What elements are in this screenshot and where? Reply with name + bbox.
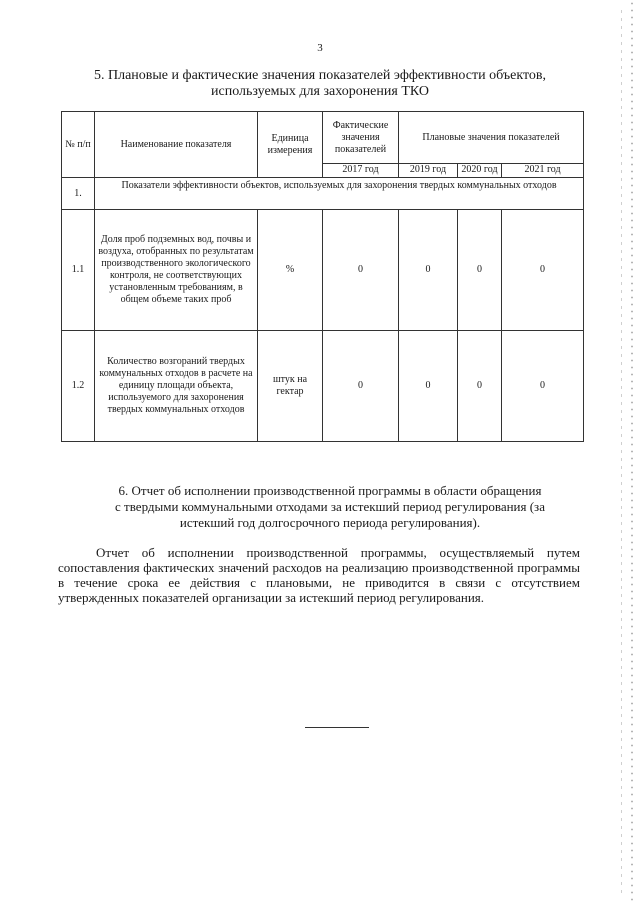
year-plan-2: 2020 год xyxy=(458,164,502,178)
section6-title-line2: с твердыми коммунальными отходами за истекший период регулирования (за xyxy=(115,499,545,514)
table-header-row xyxy=(62,112,584,164)
indicators-table xyxy=(61,111,584,442)
row-plan-2021: 0 xyxy=(502,210,584,331)
row-plan-2021: 0 xyxy=(502,331,584,442)
section6-title-line1: 6. Отчет об исполнении производственной программы в области обращения xyxy=(118,483,542,498)
row-actual-2017: 0 xyxy=(323,210,399,331)
report-paragraph: Отчет об исполнении производственной программы, осуществляемый путем сопоставления фактических значений расходов на реализацию производственной программы в течение срока ее действия с плановыми, не приводится в связи с отсутствием утвержденных показателей организации за истекший период регулирования. xyxy=(58,545,580,605)
table-row xyxy=(62,331,584,442)
section6-title xyxy=(70,483,590,531)
header-planned: Плановые значения показателей xyxy=(399,112,584,164)
row-unit: штук на гектар xyxy=(258,331,323,442)
table-row xyxy=(62,210,584,331)
section-row-num: 1. xyxy=(62,178,95,210)
header-num: № п/п xyxy=(62,112,95,178)
row-num: 1.1 xyxy=(62,210,95,331)
year-plan-3: 2021 год xyxy=(502,164,584,178)
header-actual: Фактические значения показателей xyxy=(323,112,399,164)
row-plan-2019: 0 xyxy=(399,210,458,331)
year-actual: 2017 год xyxy=(323,164,399,178)
year-plan-1: 2019 год xyxy=(399,164,458,178)
page-number: 3 xyxy=(317,42,323,54)
scan-edge-dots xyxy=(630,0,634,905)
section5-title-line1: 5. Плановые и фактические значения показателей эффективности объектов, xyxy=(93,68,546,83)
row-indicator-name: Количество возгораний твердых коммунальных отходов в расчете на единицу площади объекта, используемого для захоронения твердых коммунальных отходов xyxy=(95,331,258,442)
header-name: Наименование показателя xyxy=(95,112,258,178)
row-plan-2020: 0 xyxy=(458,331,502,442)
scan-edge-line xyxy=(621,10,622,895)
section5-title-line2: используемых для захоронения ТКО xyxy=(211,84,429,99)
table-section-row xyxy=(62,178,584,210)
signature-line xyxy=(305,727,369,728)
section6-title-line3: истекший год долгосрочного периода регулирования). xyxy=(179,515,481,530)
row-actual-2017: 0 xyxy=(323,331,399,442)
section5-title xyxy=(40,68,600,100)
section-row-title: Показатели эффективности объектов, используемых для захоронения твердых коммунальных отходов xyxy=(95,178,584,210)
row-plan-2020: 0 xyxy=(458,210,502,331)
header-unit: Единица измерения xyxy=(258,112,323,178)
row-plan-2019: 0 xyxy=(399,331,458,442)
row-indicator-name: Доля проб подземных вод, почвы и воздуха, отобранных по результатам производственного экологического контроля, не соответствующих установленным требованиям, в общем объеме таких проб xyxy=(95,210,258,331)
row-num: 1.2 xyxy=(62,331,95,442)
row-unit: % xyxy=(258,210,323,331)
